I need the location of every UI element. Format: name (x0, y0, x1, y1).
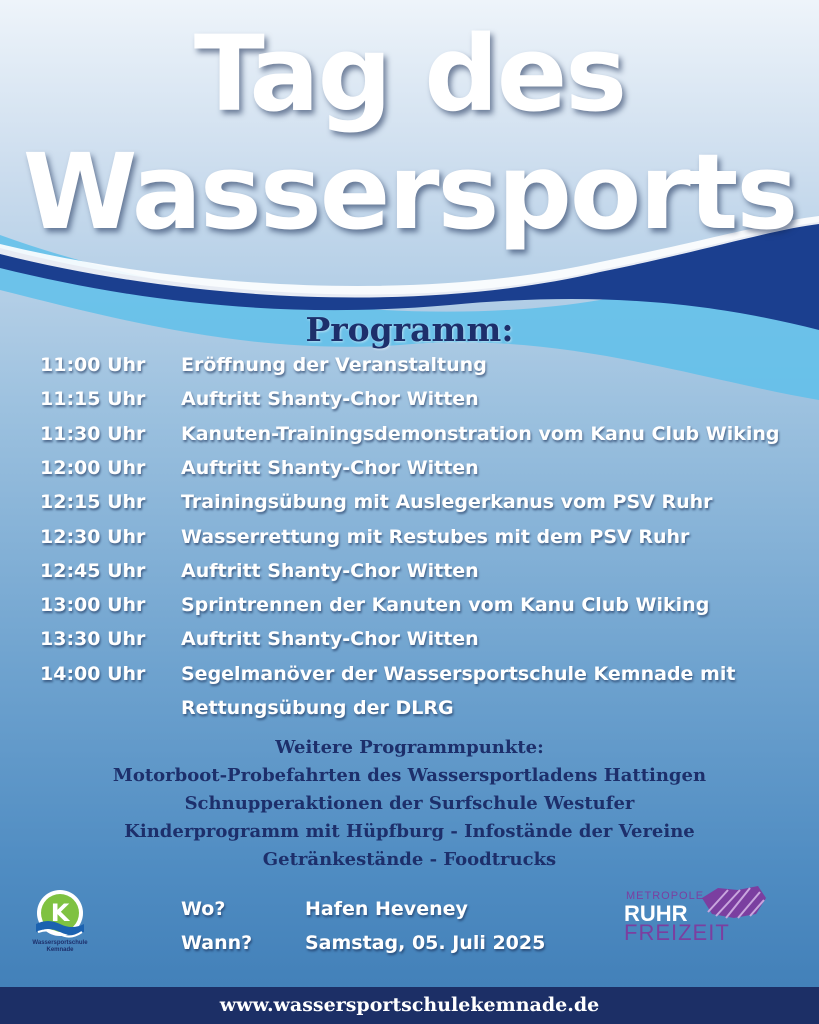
schedule-event: Trainingsübung mit Auslegerkanus vom PSV Ruhr (181, 491, 713, 514)
schedule-time: 12:00 Uhr (40, 456, 146, 479)
schedule-event: Eröffnung der Veranstaltung (181, 354, 487, 376)
logo-text-line2: Kemnade (46, 947, 74, 953)
schedule-time: 11:15 Uhr (40, 388, 146, 411)
schedule-row (0, 491, 819, 521)
schedule-event: Wasserrettung mit Restubes mit dem PSV Ruhr (181, 525, 690, 548)
logo-metropole-text: METROPOLE (626, 890, 705, 902)
schedule-event: Sprintrennen der Kanuten vom Kanu Club Wiking (181, 594, 710, 617)
extras-item: Motorboot-Probefahrten des Wassersportladens Hattingen (112, 765, 707, 786)
schedule-event: Auftritt Shanty-Chor Witten (181, 388, 479, 411)
schedule-row (0, 423, 819, 453)
schedule-time: 14:00 Uhr (40, 662, 146, 685)
schedule-event: Auftritt Shanty-Chor Witten (181, 456, 479, 479)
logo-freizeit-text: FREIZEIT (624, 920, 730, 945)
program-heading: Programm: (305, 310, 514, 349)
poster-title-line2: Wassersports (22, 131, 797, 253)
when-value: Samstag, 05. Juli 2025 (305, 932, 546, 954)
poster-title-line1: Tag des (193, 13, 626, 135)
ruhr-map-icon (698, 884, 768, 920)
where-label: Wo? (181, 898, 226, 920)
schedule-row (0, 354, 819, 384)
extras-item: Kinderprogramm mit Hüpfburg - Infostände der Vereine (124, 821, 695, 842)
schedule-row (0, 697, 819, 727)
wassersportschule-kemnade-logo (28, 888, 92, 958)
where-value: Hafen Heveney (305, 898, 468, 920)
schedule-time: 13:00 Uhr (40, 594, 146, 617)
logo-ruhr-text: RUHR (624, 901, 688, 926)
schedule-event: Segelmanöver der Wassersportschule Kemnade mit (181, 662, 736, 685)
schedule-row (0, 388, 819, 418)
schedule-time: 11:00 Uhr (40, 354, 146, 376)
schedule-event: Auftritt Shanty-Chor Witten (181, 559, 479, 582)
schedule-time: 13:30 Uhr (40, 628, 146, 651)
extras-item: Schnupperaktionen der Surfschule Westufer (184, 793, 635, 814)
schedule-row (0, 628, 819, 658)
schedule-row (0, 663, 819, 693)
schedule-row (0, 594, 819, 624)
schedule-event: Rettungsübung der DLRG (181, 697, 454, 719)
kemnade-emblem-icon (28, 888, 92, 942)
logo-text-line1: Wassersportschule (32, 940, 88, 946)
schedule-time: 12:15 Uhr (40, 491, 146, 514)
schedule-event: Kanuten-Trainingsdemonstration vom Kanu Club Wiking (181, 422, 780, 445)
extras-item: Getränkestände - Foodtrucks (262, 849, 557, 870)
footer-bar (0, 987, 819, 1024)
when-label: Wann? (181, 932, 253, 954)
schedule-time: 12:45 Uhr (40, 559, 146, 582)
website-link[interactable]: www.wassersportschulekemnade.de (219, 994, 600, 1016)
logo-letter: K (50, 899, 70, 927)
schedule-row (0, 457, 819, 487)
schedule-row (0, 560, 819, 590)
schedule-time: 11:30 Uhr (40, 422, 146, 445)
schedule-event: Auftritt Shanty-Chor Witten (181, 628, 479, 651)
schedule-row (0, 526, 819, 556)
schedule-time: 12:30 Uhr (40, 525, 146, 548)
metropole-ruhr-freizeit-logo (620, 884, 770, 946)
extras-heading: Weitere Programmpunkte: (275, 737, 544, 758)
